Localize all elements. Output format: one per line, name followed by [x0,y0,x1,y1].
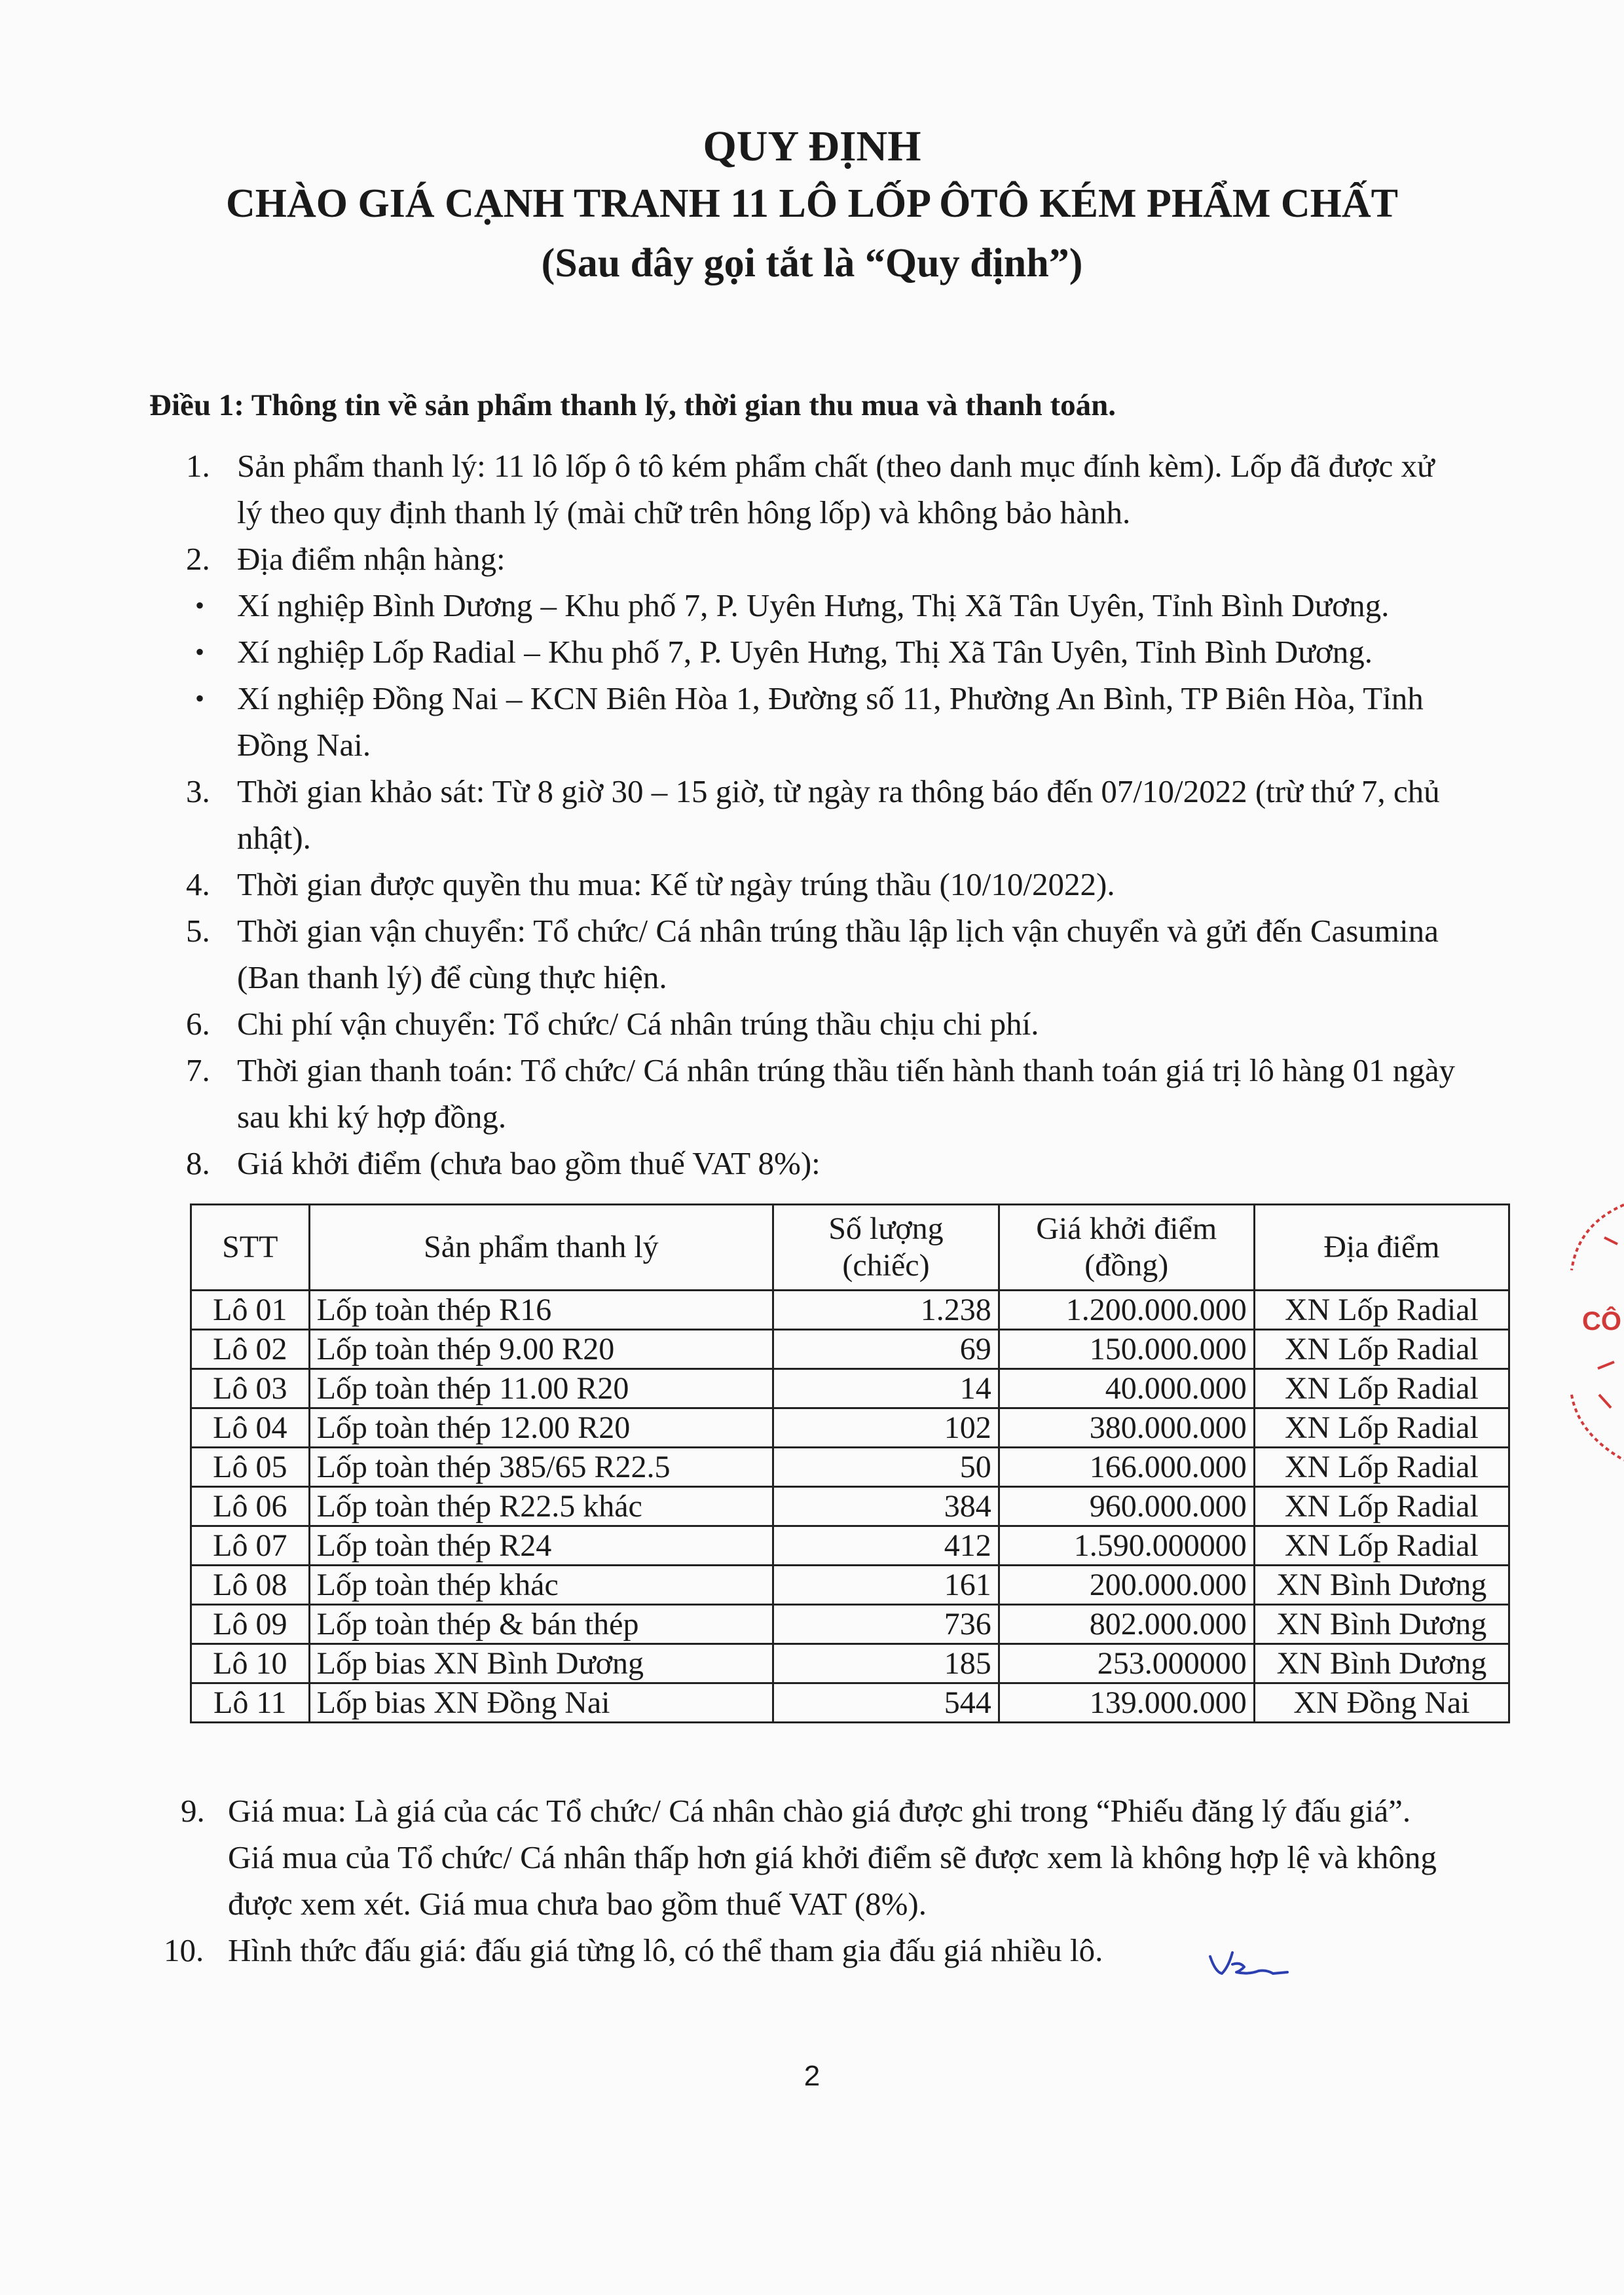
item-line: Xí nghiệp Đồng Nai – KCN Biên Hòa 1, Đường số 11, Phường An Bình, TP Biên Hòa, Tỉnh [237,680,1424,716]
cell-price: 960.000.000 [999,1487,1254,1526]
article-1-body [157,443,1578,1186]
cell-quantity: 544 [773,1683,999,1723]
document-title: QUY ĐỊNH [703,122,921,170]
item-number: 3. [186,773,210,809]
list-item [157,908,1578,1001]
item-line: Chi phí vận chuyển: Tổ chức/ Cá nhân trúng thầu chịu chi phí. [237,1006,1039,1042]
cell-place: XN Bình Dương [1254,1605,1509,1644]
cell-product: Lốp toàn thép R22.5 khác [309,1487,773,1526]
table-row [191,1291,1509,1330]
cell-stt: Lô 09 [191,1605,310,1644]
bullet-icon: • [195,637,205,667]
page-number: 2 [803,2060,821,2092]
cell-stt: Lô 08 [191,1566,310,1605]
document-subtitle-note: (Sau đây gọi tắt là “Quy định”) [541,241,1083,285]
item-line: Giá khởi điểm (chưa bao gồm thuế VAT 8%): [237,1145,821,1181]
list-item [157,1788,1578,1927]
item-line: được xem xét. Giá mua chưa bao gồm thuế VAT (8%). [228,1886,927,1922]
column-header-quantity-line2: (chiếc) [842,1248,930,1283]
item-number: 1. [186,448,210,484]
cell-place: XN Lốp Radial [1254,1330,1509,1369]
cell-place: XN Lốp Radial [1254,1526,1509,1566]
bullet-item [157,582,1578,629]
document-title-block [0,119,1624,293]
bullet-icon: • [195,684,205,713]
cell-product: Lốp toàn thép R24 [309,1526,773,1566]
column-header-quantity [773,1205,999,1291]
article-1-heading: Điều 1: Thông tin về sản phẩm thanh lý, thời gian thu mua và thanh toán. [149,388,1116,422]
cell-price: 380.000.000 [999,1408,1254,1448]
handwritten-initials [1206,1945,1291,1984]
table-row [191,1605,1509,1644]
list-item [157,443,1578,536]
cell-quantity: 50 [773,1448,999,1487]
item-number: 8. [186,1145,210,1181]
item-line: Xí nghiệp Lốp Radial – Khu phố 7, P. Uyên Hưng, Thị Xã Tân Uyên, Tỉnh Bình Dương. [237,634,1373,670]
list-item [157,1047,1578,1140]
item-line: (Ban thanh lý) để cùng thực hiện. [237,959,667,995]
cell-price: 802.000.000 [999,1605,1254,1644]
table-row [191,1448,1509,1487]
item-line: Thời gian khảo sát: Từ 8 giờ 30 – 15 giờ, từ ngày ra thông báo đến 07/10/2022 (trừ thứ 7, chủ [237,773,1440,809]
table-row [191,1369,1509,1408]
cell-place: XN Lốp Radial [1254,1369,1509,1408]
cell-quantity: 384 [773,1487,999,1526]
cell-product: Lốp toàn thép 9.00 R20 [309,1330,773,1369]
cell-price: 150.000.000 [999,1330,1254,1369]
starting-price-table [190,1203,1510,1723]
cell-price: 166.000.000 [999,1448,1254,1487]
cell-stt: Lô 11 [191,1683,310,1723]
cell-price: 40.000.000 [999,1369,1254,1408]
table-row [191,1487,1509,1526]
table-row [191,1683,1509,1723]
item-number: 6. [186,1006,210,1042]
cell-product: Lốp toàn thép & bán thép [309,1605,773,1644]
cell-quantity: 412 [773,1526,999,1566]
item-line: Địa điểm nhận hàng: [237,541,506,577]
table-row [191,1644,1509,1683]
cell-price: 1.590.000000 [999,1526,1254,1566]
cell-price: 200.000.000 [999,1566,1254,1605]
item-line: nhật). [237,820,311,856]
item-number: 7. [186,1052,210,1088]
item-line: sau khi ký hợp đồng. [237,1099,507,1135]
cell-stt: Lô 03 [191,1369,310,1408]
item-line: Thời gian vận chuyển: Tổ chức/ Cá nhân trúng thầu lập lịch vận chuyển và gửi đến Casumina [237,913,1439,949]
item-number: 10. [164,1932,204,1968]
item-line: Giá mua của Tổ chức/ Cá nhân thấp hơn giá khởi điểm sẽ được xem là không hợp lệ và không [228,1839,1437,1875]
item-number: 5. [186,913,210,949]
cell-stt: Lô 05 [191,1448,310,1487]
table-row [191,1566,1509,1605]
column-header-stt: STT [191,1205,310,1291]
bullet-item [157,629,1578,675]
item-line: Giá mua: Là giá của các Tổ chức/ Cá nhân chào giá được ghi trong “Phiếu đăng lý đấu giá”. [228,1793,1411,1829]
cell-product: Lốp toàn thép 385/65 R22.5 [309,1448,773,1487]
cell-product: Lốp bias XN Đồng Nai [309,1683,773,1723]
item-line: Xí nghiệp Bình Dương – Khu phố 7, P. Uyên Hưng, Thị Xã Tân Uyên, Tỉnh Bình Dương. [237,587,1390,623]
item-line: Sản phẩm thanh lý: 11 lô lốp ô tô kém phẩm chất (theo danh mục đính kèm). Lốp đã được xử [237,448,1435,484]
list-item [157,1927,1578,1974]
item-line: Thời gian thanh toán: Tổ chức/ Cá nhân trúng thầu tiến hành thanh toán giá trị lô hàng 01 ngày [237,1052,1456,1088]
stamp-text: CÔ [1582,1307,1621,1336]
cell-stt: Lô 04 [191,1408,310,1448]
cell-product: Lốp toàn thép khác [309,1566,773,1605]
item-number: 9. [181,1793,205,1829]
cell-product: Lốp toàn thép 11.00 R20 [309,1369,773,1408]
cell-product: Lốp bias XN Bình Dương [309,1644,773,1683]
table-row [191,1408,1509,1448]
cell-product: Lốp toàn thép R16 [309,1291,773,1330]
item-line: lý theo quy định thanh lý (mài chữ trên hông lốp) và không bảo hành. [237,494,1131,530]
list-item [157,768,1578,861]
cell-place: XN Lốp Radial [1254,1291,1509,1330]
cell-stt: Lô 02 [191,1330,310,1369]
column-header-quantity-line1: Số lượng [828,1211,944,1246]
cell-quantity: 185 [773,1644,999,1683]
list-item [157,536,1578,582]
cell-stt: Lô 10 [191,1644,310,1683]
cell-quantity: 14 [773,1369,999,1408]
column-header-price-line2: (đồng) [1084,1248,1169,1283]
column-header-place: Địa điểm [1254,1205,1509,1291]
cell-place: XN Bình Dương [1254,1566,1509,1605]
column-header-price [999,1205,1254,1291]
cell-stt: Lô 07 [191,1526,310,1566]
column-header-price-line1: Giá khởi điểm [1036,1211,1217,1246]
list-item [157,861,1578,908]
cell-price: 139.000.000 [999,1683,1254,1723]
cell-place: XN Lốp Radial [1254,1487,1509,1526]
red-stamp [1559,1198,1624,1473]
cell-quantity: 1.238 [773,1291,999,1330]
list-item [157,1140,1578,1186]
cell-price: 1.200.000.000 [999,1291,1254,1330]
cell-quantity: 161 [773,1566,999,1605]
cell-place: XN Đồng Nai [1254,1683,1509,1723]
table-row [191,1526,1509,1566]
bullet-icon: • [195,591,205,620]
cell-product: Lốp toàn thép 12.00 R20 [309,1408,773,1448]
cell-price: 253.000000 [999,1644,1254,1683]
table-header-row [191,1205,1509,1291]
bullet-item [157,675,1578,768]
cell-place: XN Lốp Radial [1254,1448,1509,1487]
cell-stt: Lô 01 [191,1291,310,1330]
cell-quantity: 736 [773,1605,999,1644]
item-number: 4. [186,866,210,902]
item-number: 2. [186,541,210,577]
column-header-product: Sản phẩm thanh lý [309,1205,773,1291]
article-1-body-continued [157,1788,1578,1974]
cell-quantity: 102 [773,1408,999,1448]
cell-quantity: 69 [773,1330,999,1369]
item-line: Thời gian được quyền thu mua: Kế từ ngày trúng thầu (10/10/2022). [237,866,1115,902]
cell-place: XN Bình Dương [1254,1644,1509,1683]
document-subtitle: CHÀO GIÁ CẠNH TRANH 11 LÔ LỐP ÔTÔ KÉM PHẨM CHẤT [225,181,1399,226]
item-line: Đồng Nai. [237,727,371,763]
cell-place: XN Lốp Radial [1254,1408,1509,1448]
table-row [191,1330,1509,1369]
cell-stt: Lô 06 [191,1487,310,1526]
item-line: Hình thức đấu giá: đấu giá từng lô, có thể tham gia đấu giá nhiều lô. [228,1932,1103,1968]
list-item [157,1001,1578,1047]
